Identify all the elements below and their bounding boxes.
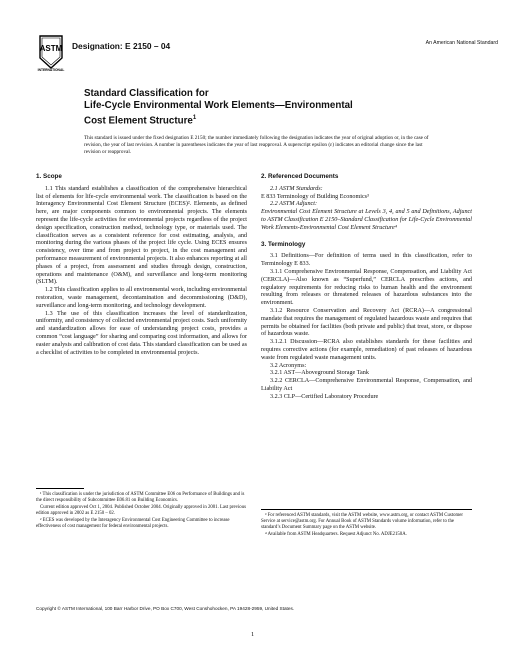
scope-paragraph-1-2: 1.2 This classification applies to all environmental work, including environmental restoration, waste management, decontamination and decommissioning (D&D), surveillance and long-term monitoring, and technology development. xyxy=(36,287,247,309)
title-line-1: Standard Classification for xyxy=(84,88,209,99)
footnote-rule-right xyxy=(261,509,472,510)
astm-logo xyxy=(36,34,66,72)
page-number: 1 xyxy=(251,631,255,638)
right-column xyxy=(261,173,472,402)
referenced-documents-heading: 2. Referenced Documents xyxy=(261,173,339,180)
terminology-3-2-1: 3.2.1 AST—Aboveground Storage Tank xyxy=(270,370,369,377)
terminology-3-2-2: 3.2.2 CERCLA—Comprehensive Environmental Response, Compensation, and Liability Act xyxy=(261,378,472,392)
astm-standards-label: 2.1 ASTM Standards: xyxy=(270,185,323,192)
terminology-heading: 3. Terminology xyxy=(261,240,306,248)
footnote-2: ² ECES was developed by the Interagency Environmental Cost Engineering Committee to increase effectiveness of cost management for federal environmental projects. xyxy=(36,517,230,529)
issued-note: This standard is issued under the fixed designation E 2150; the number immediately following the designation indicates the year of original adoption or, in the case of revision, the year of last revision. A number in parentheses indicates the year of last reapproval. A superscript epsilon (ε) indicates an editorial change since the last revision or reapproval. xyxy=(84,135,429,156)
national-standard-label: An American National Standard xyxy=(425,40,498,46)
scope-paragraph-1-1: 1.1 This standard establishes a classification of the comprehensive hierarchical list of elements for life-cycle environmental work. The classification is based on the Interagency Environmental Cost Element Structure (ECES)². Elements, as defined here, are major components common to environmental projects. The elements represent the life-cycle activities for environmental projects regardless of the project design specification, construction method, technology type, or materials used. The classification serves as a consistent reference for cost estimating, analysis, and monitoring during the various phases of the project life cycle. Using ECES ensures consistency, over time and from project to project, in the cost management and performance measurement of environmental projects. It also enhances reporting at all phases of a project, from assessment and studies through design, construction, operations and maintenance (O&M), and surveillance and long-term monitoring (SLTM). xyxy=(36,185,247,286)
footnote-1: ¹ This classification is under the jurisdiction of ASTM Committee E06 on Performance of Buildings and is the direct responsibility of Subcommittee E06.81 on Building Economics. xyxy=(36,491,245,503)
title-line-3: Cost Element Structure$^1$ xyxy=(84,115,197,127)
footnote-rule xyxy=(36,488,84,489)
title-footnote-mark: 1 xyxy=(192,115,197,121)
footnote-3: ³ For referenced ASTM standards, visit the ASTM website, www.astm.org, or contact ASTM Customer Service at service@astm.org. For Annual Book of ASTM Standards volume information, refer to the standard’s Document Summary page on the ASTM website. xyxy=(261,512,463,530)
title-line-2: Life-Cycle Environmental Work Elements—Environmental xyxy=(84,100,353,111)
scope-paragraph-1-3: 1.3 The use of this classification increases the level of standardization, uniformity, and consistency of collected environmental project costs. Such uniformity and standardization allows for ease of understanding project costs, provides a common “cost language” for sharing and comparing cost information, and allows for easier analysis and calibration of cost data. This standard classification can be used as a checklist of activities to be completed in environmental projects. xyxy=(36,310,247,356)
copyright-line: Copyright © ASTM International, 100 Barr Harbor Drive, PO Box C700, West Conshohocken, PA 19428-2959, United States. xyxy=(36,606,295,611)
left-footnotes xyxy=(36,488,247,531)
terminology-3-2: 3.2 Acronyms: xyxy=(270,362,307,369)
svg-text:ASTM: ASTM xyxy=(39,44,63,53)
footnote-edition: Current edition approved Oct 1, 2004. Published October 2004. Originally approved in 2001. Last previous edition approved in 2002 as E 2150 – 02. xyxy=(36,504,246,516)
reference-e833: E 833 Terminology of Building Economics³ xyxy=(261,193,369,200)
adjunct-reference: Environmental Cost Element Structure at Levels 3, 4, and 5 and Definitions, Adjunct to ASTM Classification E 2150–Standard Classification for Life-Cycle Environmental Work Elements-Environmental Cost Element Structure⁴ xyxy=(261,209,472,231)
terminology-3-1: 3.1 Definitions—For definition of terms used in this classification, refer to Terminology E 833. xyxy=(261,253,472,268)
astm-adjunct-label: 2.2 ASTM Adjunct: xyxy=(270,201,318,208)
terminology-3-1-2: 3.1.2 Resource Conservation and Recovery Act (RCRA)—A congressional mandate that requires the management of regulated hazardous waste and requires that permits be obtained for facilities (both private and public) that treat, store, or dispose of hazardous waste. xyxy=(261,307,472,338)
terminology-3-2-3: 3.2.3 CLP—Certified Laboratory Procedure xyxy=(270,393,379,400)
right-footnotes xyxy=(261,509,472,539)
svg-text:INTERNATIONAL: INTERNATIONAL xyxy=(37,68,65,72)
terminology-3-1-1: 3.1.1 Comprehensive Environmental Response, Compensation, and Liability Act (CERCLA)—Also known as “Superfund,” CERCLA prescribes actions, and regulatory requirements for reducing risks to human health and the environment resulting from releases or threatened releases of hazardous substances into the environment. xyxy=(261,268,472,307)
scope-heading: 1. Scope xyxy=(36,173,62,180)
document-title xyxy=(84,88,444,127)
terminology-3-1-2-1: 3.1.2.1 Discussion—RCRA also establishes standards for these facilities and requires corrective actions (for example, remediation) of past releases of hazardous waste from regulated waste management units. xyxy=(261,339,472,361)
left-column xyxy=(36,173,247,357)
designation: Designation: E 2150 – 04 xyxy=(72,41,171,51)
footnote-4: ⁴ Available from ASTM Headquarters. Request Adjunct No. ADJE2150A. xyxy=(265,531,407,537)
